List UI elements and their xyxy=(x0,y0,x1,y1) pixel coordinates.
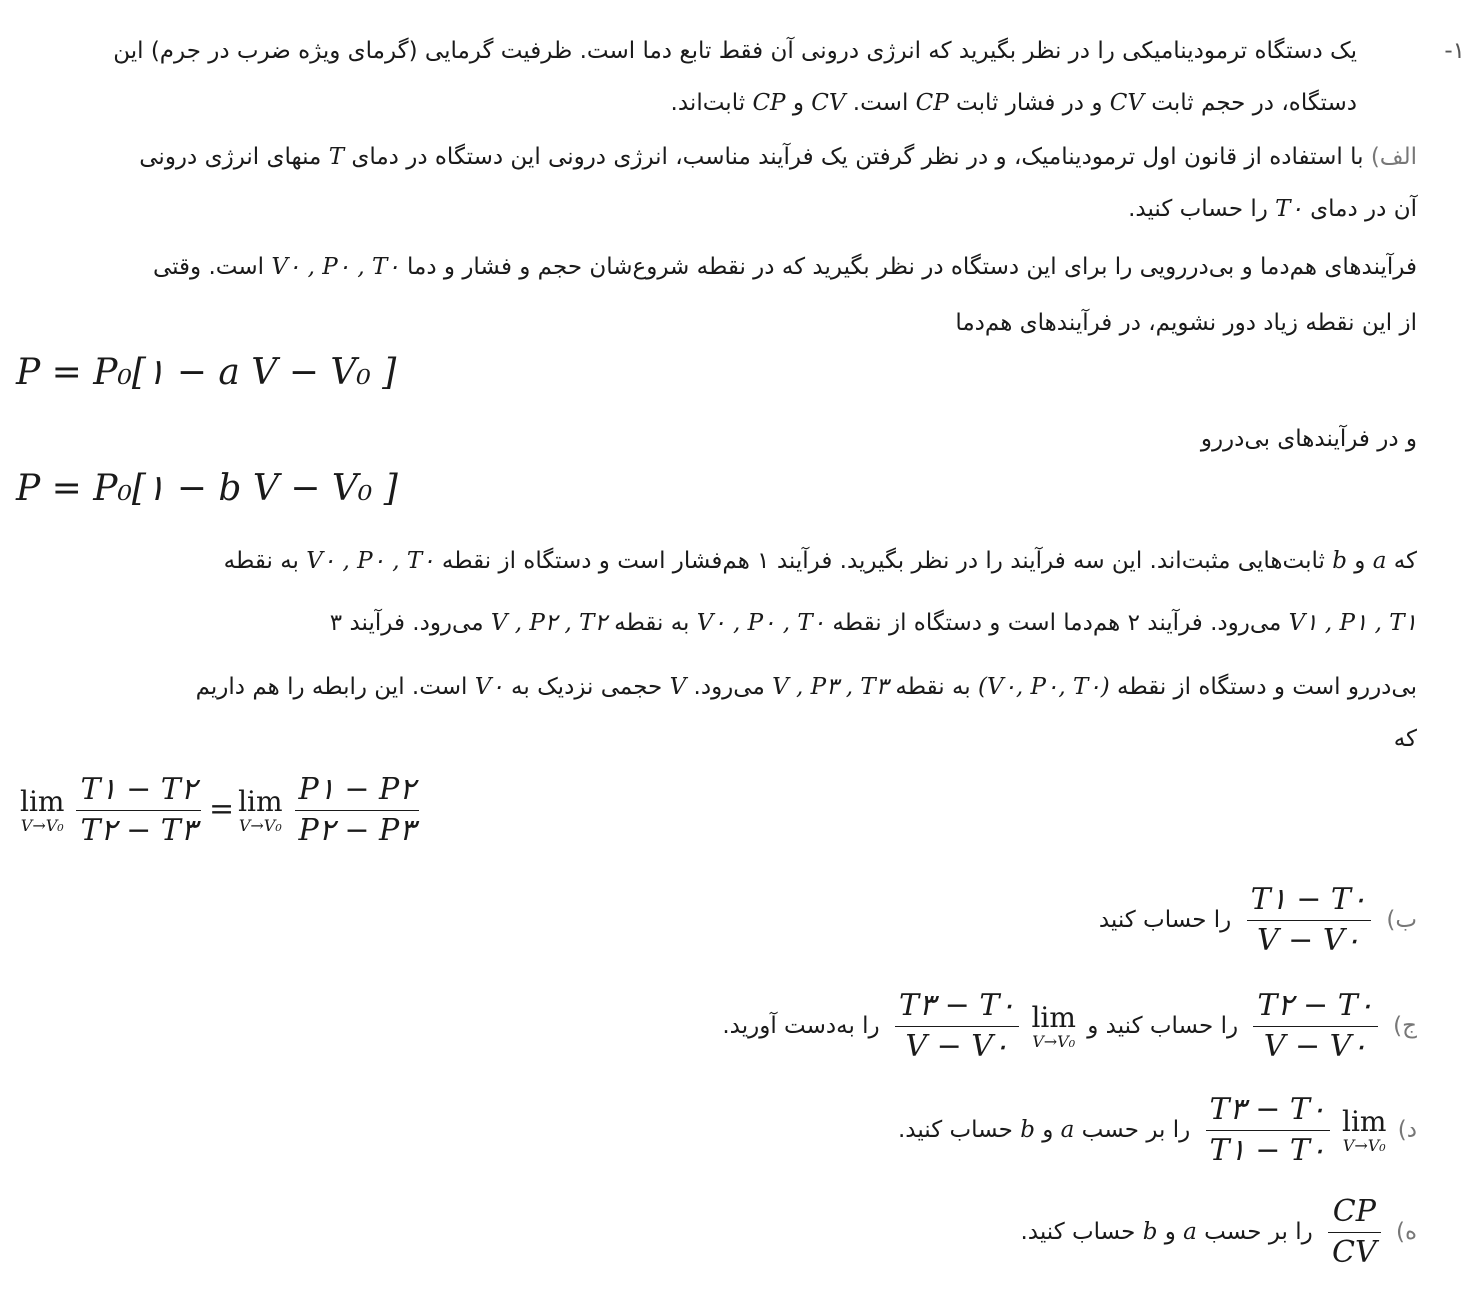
state-3-vars: V , P۳ , T۳ xyxy=(772,674,889,700)
initial-state-tuple: (V۰, P۰, T۰) xyxy=(978,674,1110,700)
intro-text-1: یک دستگاه ترمودینامیکی را در نظر بگیرید که انرژی درونی آن فقط تابع دما است. ظرفیت گرمایی (گرمای ویژه ضرب در جرم) این xyxy=(113,38,1357,64)
context-line-2 xyxy=(12,306,1417,340)
limit-operator: lim V→V₀ xyxy=(238,784,283,835)
temperature-symbol: T xyxy=(328,144,345,170)
context-line-6 xyxy=(12,722,1417,756)
cv-symbol: CV xyxy=(1109,90,1144,116)
context-line-3 xyxy=(12,544,1417,578)
context-text-6: که xyxy=(1393,726,1417,752)
part-b-label: ب) xyxy=(1386,907,1417,933)
intro-text-2b: و در فشار ثابت xyxy=(948,90,1110,116)
part-a-line-2 xyxy=(12,192,1417,226)
intro-text-2d: و xyxy=(785,90,812,116)
context-text-2: از این نقطه زیاد دور نشویم، در فرآیندهای هم‌دما xyxy=(955,310,1417,336)
constant-b: b xyxy=(1020,1117,1035,1143)
context-line-4 xyxy=(12,606,1417,640)
part-c xyxy=(722,986,1417,1067)
intro-text-2e: ثابت‌اند. xyxy=(670,90,753,116)
equals-sign: = xyxy=(208,791,235,827)
constant-a: a xyxy=(1060,1117,1075,1143)
part-c-text-2: را به‌دست آورید. xyxy=(722,1013,880,1039)
part-c-text-1: را حساب کنید و xyxy=(1087,1013,1239,1039)
context-line-5 xyxy=(12,670,1417,704)
adiabatic-text: و در فرآیندهای بی‌دررو xyxy=(1200,426,1417,452)
part-b-fraction: $\frac{T۱ - T۰}{V - V۰}$ xyxy=(1247,880,1371,961)
context-text-5b: به نقطه xyxy=(888,674,978,700)
part-e-text-c: حساب کنید. xyxy=(1020,1219,1143,1245)
part-b xyxy=(1099,880,1417,961)
limit-equation xyxy=(16,770,427,851)
context-text-4b: به نقطه xyxy=(606,610,697,636)
limit-operator: lim V→V₀ xyxy=(1342,1104,1387,1155)
context-text-4a: می‌رود. فرآیند ۲ هم‌دما است و دستگاه از نقطه xyxy=(825,610,1289,636)
temperature-symbol: T۰ xyxy=(1275,196,1303,222)
cp-symbol: CP xyxy=(915,90,949,116)
part-d-label: د) xyxy=(1397,1117,1417,1143)
part-c-fraction-2: $\frac{T۳ - T۰}{V - V۰}$ xyxy=(895,986,1019,1067)
context-text-5e: است. این رابطه را هم داریم xyxy=(195,674,475,700)
constant-a: a xyxy=(1372,548,1387,574)
cp-symbol: CP xyxy=(752,90,786,116)
context-text-3d: به نقطه xyxy=(223,548,307,574)
part-d-fraction: $\frac{T۳ - T۰}{T۱ - T۰}$ xyxy=(1206,1090,1330,1171)
initial-state-vars: V۰ , P۰ , T۰ xyxy=(271,254,400,280)
part-d-text-c: حساب کنید. xyxy=(897,1117,1021,1143)
part-b-text: را حساب کنید xyxy=(1098,907,1232,933)
context-line-1 xyxy=(12,250,1417,284)
initial-state-vars: V۰ , P۰ , T۰ xyxy=(696,610,826,636)
limit-operator: lim V→V₀ xyxy=(1031,1000,1076,1051)
context-text-1b: است. وقتی xyxy=(152,254,272,280)
part-e-text-a: را بر حسب xyxy=(1196,1219,1313,1245)
intro-line-2 xyxy=(12,86,1357,120)
cv-symbol: CV xyxy=(811,90,846,116)
part-c-fraction-1: $\frac{T۲ - T۰}{V - V۰}$ xyxy=(1253,986,1377,1067)
part-e-label: ه) xyxy=(1395,1219,1417,1245)
part-a-text-2b: را حساب کنید. xyxy=(1128,196,1276,222)
part-d-text-b: و xyxy=(1034,1117,1061,1143)
question-number: ۱- xyxy=(1444,38,1465,64)
state-1-vars: V۱ , P۱ , T۱ xyxy=(1288,610,1417,636)
part-a-label: الف) xyxy=(1370,144,1417,170)
volume-symbol: V xyxy=(669,674,687,700)
context-text-5d: حجمی نزدیک به xyxy=(503,674,670,700)
context-text-1a: فرآیندهای هم‌دما و بی‌دررویی را برای این دستگاه در نظر بگیرید که در نقطه شروع‌شان حجم و فشار و دما xyxy=(399,254,1417,280)
volume-zero-symbol: V۰ xyxy=(474,674,504,700)
part-a-text-1a: با استفاده از قانون اول ترمودینامیک، و در نظر گرفتن یک فرآیند مناسب، انرژی درونی این دستگاه در دمای xyxy=(344,144,1371,170)
part-a-text-2a: آن در دمای xyxy=(1302,196,1417,222)
context-text-5c: می‌رود. xyxy=(686,674,773,700)
part-e xyxy=(1020,1192,1417,1273)
part-d-text-a: را بر حسب xyxy=(1074,1117,1191,1143)
part-a-line-1 xyxy=(12,140,1417,174)
context-text-4c: می‌رود. فرآیند ۳ xyxy=(329,610,491,636)
intro-text-2c: است. xyxy=(845,90,916,116)
part-d xyxy=(898,1090,1417,1171)
constant-b: b xyxy=(1142,1219,1158,1245)
isothermal-equation: P = P₀[۱ − a V − V₀ ] xyxy=(16,352,397,393)
intro-text-2a: دستگاه، در حجم ثابت xyxy=(1144,90,1357,116)
part-a-text-1b: منهای انرژی درونی xyxy=(139,144,329,170)
lhs-fraction: $\frac{T۱ - T۲}{T۲ - T۳}$ xyxy=(76,770,200,851)
adiabatic-intro xyxy=(12,422,1417,456)
limit-operator: lim V→V₀ xyxy=(20,784,65,835)
context-text-3c: ثابت‌هایی مثبت‌اند. این سه فرآیند را در نظر بگیرید. فرآیند ۱ هم‌فشار است و دستگاه از نقطه xyxy=(434,548,1333,574)
context-text-3b: و xyxy=(1346,548,1373,574)
adiabatic-equation: P = P₀[۱ − b V − V₀ ] xyxy=(16,468,398,509)
constant-b: b xyxy=(1332,548,1347,574)
part-c-label: ج) xyxy=(1393,1013,1417,1039)
context-text-5a: بی‌دررو است و دستگاه از نقطه xyxy=(1109,674,1417,700)
constant-a: a xyxy=(1183,1219,1197,1245)
intro-line-1 xyxy=(12,34,1357,68)
initial-state-vars: V۰ , P۰ , T۰ xyxy=(306,548,435,574)
part-e-text-b: و xyxy=(1157,1219,1184,1245)
rhs-fraction: $\frac{P۱ - P۲}{P۲ - P۳}$ xyxy=(295,770,420,851)
state-2-vars: V , P۲ , T۲ xyxy=(490,610,607,636)
part-e-fraction: $\frac{CP}{CV}$ xyxy=(1328,1192,1381,1273)
context-text-3a: که xyxy=(1386,548,1417,574)
